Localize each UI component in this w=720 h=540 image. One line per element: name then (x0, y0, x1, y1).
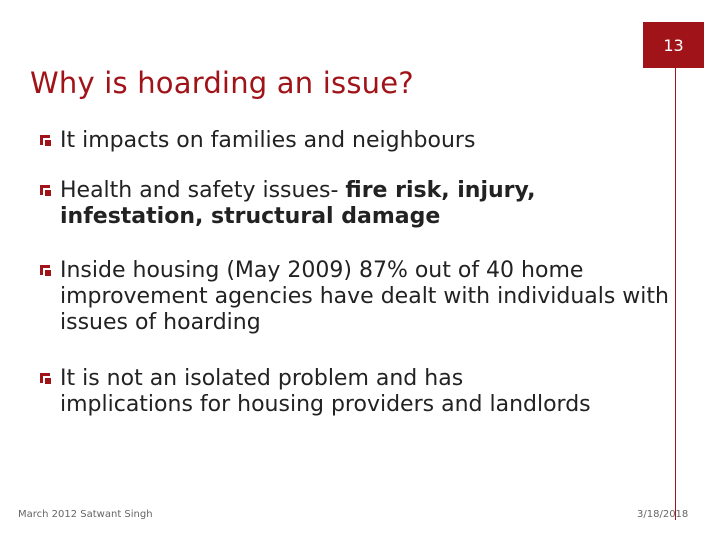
slide-number-badge (643, 22, 704, 68)
bullet-text-bold: fire risk, injury, infestation, structural damage (60, 178, 536, 229)
bullet-item (38, 128, 475, 154)
bullet-text: Health and safety issues- (60, 178, 346, 203)
bullet-square-icon (40, 185, 50, 195)
bullet-square-icon (40, 265, 50, 275)
bullet-text: It is not an isolated problem and has implications for housing providers and landlords (60, 366, 591, 417)
bullet-square-icon (40, 135, 50, 145)
slide-number: 13 (663, 35, 684, 55)
footer-date: 3/18/2018 (637, 509, 689, 520)
bullet-item (38, 366, 600, 418)
footer-author: March 2012 Satwant Singh (18, 509, 153, 520)
bullet-text: It impacts on families and neighbours (60, 128, 476, 153)
bullet-item (38, 178, 620, 230)
bullet-text: Inside housing (May 2009) 87% out of 40 home improvement agencies have dealt with individuals with issues of hoarding (60, 258, 669, 335)
slide-title: Why is hoarding an issue? (30, 66, 414, 100)
bullet-item (38, 258, 705, 336)
bullet-square-icon (40, 373, 50, 383)
